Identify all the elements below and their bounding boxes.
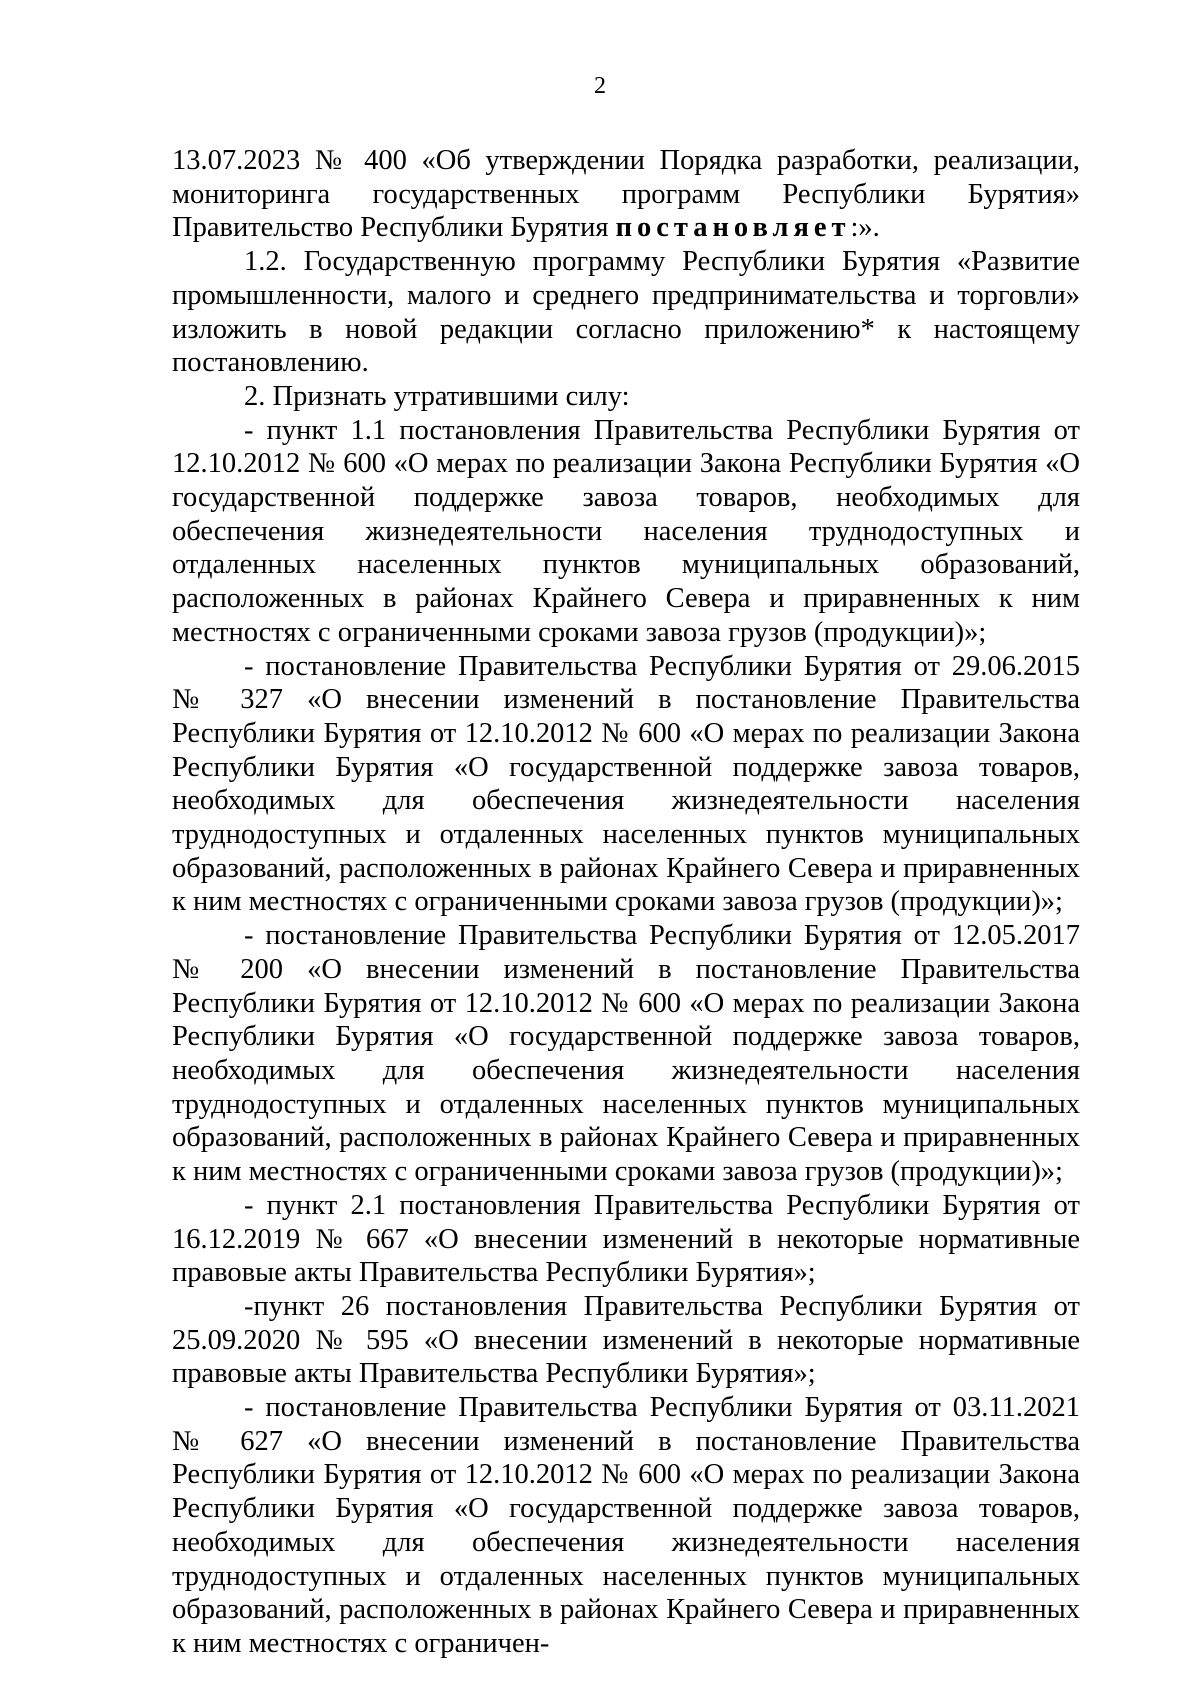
resolves-keyword: постановляет — [615, 212, 851, 244]
paragraph-text: 13.07.2023 № 400 «Об утверждении Порядка разработки, реализации, мониторинга государственных программ Республики Бурятия» Правительство Республики Бурятия — [172, 145, 1080, 244]
paragraph-text-end: :». — [850, 212, 880, 244]
list-item: - пункт 1.1 постановления Правительства Республики Бурятия от 12.10.2012 № 600 «О мерах по реализации Закона Республики Бурятия «О государственной поддержке завоза товаров, необходимых для обеспечения жизнедеятельности населения труднодоступных и отдаленных населенных пунктов муниципальных образований, расположенных в районах Крайнего Севера и приравненных к ним местностях с ограниченными сроками завоза грузов (продукции)»; — [172, 414, 1080, 648]
paragraph-2: 2. Признать утратившими силу: — [244, 380, 630, 412]
list-item: -пункт 26 постановления Правительства Республики Бурятия от 25.09.2020 № 595 «О внесении изменений в некоторые нормативные правовые акты Правительства Республики Бурятия»; — [172, 1290, 1080, 1390]
list-item: - постановление Правительства Республики Бурятия от 12.05.2017 № 200 «О внесении изменений в постановление Правительства Республики Бурятия от 12.10.2012 № 600 «О мерах по реализации Закона Республики Бурятия «О государственной поддержке завоза товаров, необходимых для обеспечения жизнедеятельности населения труднодоступных и отдаленных населенных пунктов муниципальных образований, расположенных в районах Крайнего Севера и приравненных к ним местностях с ограниченными сроками завоза грузов (продукции)»; — [172, 920, 1080, 1188]
paragraph-continuation — [172, 144, 1080, 245]
list-item: - пункт 2.1 постановления Правительства Республики Бурятия от 16.12.2019 № 667 «О внесении изменений в некоторые нормативные правовые акты Правительства Республики Бурятия»; — [172, 1189, 1080, 1289]
list-item: - постановление Правительства Республики Бурятия от 03.11.2021 № 627 «О внесении изменений в постановление Правительства Республики Бурятия от 12.10.2012 № 600 «О мерах по реализации Закона Республики Бурятия «О государственной поддержке завоза товаров, необходимых для обеспечения жизнедеятельности населения труднодоступных и отдаленных населенных пунктов муниципальных образований, расположенных в районах Крайнего Севера и приравненных к ним местностях с ограничен- — [172, 1392, 1080, 1659]
document-body — [172, 144, 1080, 1661]
paragraph-1-2: 1.2. Государственную программу Республики Бурятия «Развитие промышленности, малого и среднего предпринимательства и торговли» изложить в новой редакции согласно приложению* к настоящему постановлению. — [172, 246, 1080, 379]
page-number: 2 — [594, 73, 606, 99]
list-item: - постановление Правительства Республики Бурятия от 29.06.2015 № 327 «О внесении изменений в постановление Правительства Республики Бурятия от 12.10.2012 № 600 «О мерах по реализации Закона Республики Бурятия «О государственной поддержке завоза товаров, необходимых для обеспечения жизнедеятельности населения труднодоступных и отдаленных населенных пунктов муниципальных образований, расположенных в районах Крайнего Севера и приравненных к ним местностях с ограниченными сроками завоза грузов (продукции)»; — [172, 650, 1080, 918]
